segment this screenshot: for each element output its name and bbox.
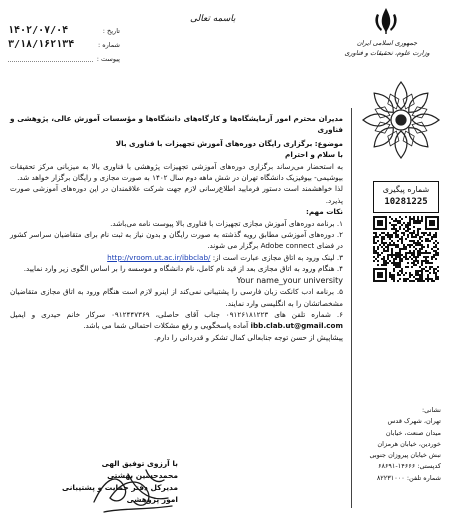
recipient: مدیران محترم امور آزمایشگاه‌ها و کارگاه‌های دانشگاه‌ها و مؤسسات آموزش عالی، پژوهشی و فناوری (10, 114, 343, 135)
address-phone: شماره تلفن: ۸۲۲۳۱۰۰۰ (376, 473, 441, 482)
tracking-label: شماره پیگیری (382, 185, 430, 194)
margin-divider (351, 108, 352, 508)
office-address (355, 405, 441, 484)
signature-greeting: با آرزوی توفیق الهی (101, 459, 178, 468)
paragraph-2: لذا خواهشمند است دستور فرمایید اطلاع‌رسانی لازم جهت شرکت علاقمندان در این دوره‌های آموزشی صورت پذیرد. (10, 184, 343, 205)
note-1: ۱. برنامه دوره‌های آموزش مجازی تجهیزات با فناوری بالا پیوست نامه می‌باشد. (110, 218, 343, 228)
note-4: ۴. هنگام ورود به اتاق مجازی بعد از قید نام کامل، نام دانشگاه و موسسه را بر اساس الگوی زیر وارد نمایید. (23, 264, 343, 274)
date-label: تاریخ : (102, 27, 120, 35)
note-2-platform: Adobe connect (260, 241, 315, 251)
qr-code-icon (373, 216, 439, 282)
address-line-4: نبش خیابان پیروزان جنوبی (369, 451, 441, 460)
subject-line: موضوع: برگزاری رایگان دوره‌های آموزش تجهیزات با فناوری بالا (115, 138, 343, 148)
closing: پیشاپیش از حسن توجه جنابعالی کمال تشکر و قدردانی را دارم. (154, 332, 343, 342)
attachment-blank (8, 52, 93, 62)
virtual-room-link[interactable]: http://vroom.ut.ac.ir/ibbclab/ (107, 252, 211, 262)
tracking-box (373, 181, 439, 213)
letter-body (10, 113, 343, 343)
greeting: با سلام و احترام (285, 150, 343, 160)
number-row (8, 38, 120, 52)
letter-meta (8, 24, 120, 66)
number-label: شماره : (98, 41, 120, 49)
ministry-line-2: وزارت علوم، تحقیقات و فناوری (344, 49, 430, 57)
note-6-text: ۶. شماره تلفن های ۰۹۱۲۶۱۸۱۲۲۳ جناب آقای حاصلی، ۰۹۱۲۴۴۷۳۶۹ سرکار خانم حیدری و ایمیل (10, 309, 343, 319)
ministry-line-1: جمهوری اسلامی ایران (356, 39, 418, 47)
number-value: ۳/۱۸/۱۶۲۱۳۴ (8, 39, 75, 50)
signatory-title: مدیرکل دفتر حمایت و پشتیبانی امور پژوهشی (62, 483, 178, 504)
basmala: باسمه تعالی (190, 14, 236, 24)
contact-email: ibb.clab.ut@gmail.com (250, 321, 343, 331)
address-line-3: خوردین، خیابان هرمزان (377, 439, 441, 448)
note-5: ۵. برنامه ادب کانکت زبان فارسی را پشتیبانی نمی‌کند از اینرو لازم است هنگام ورود به اتاق مجازی متقاضیان مشخصاتشان را به انگلیسی وارد نمایند. (10, 287, 343, 308)
signature-block (58, 458, 178, 506)
signatory-name: محمدحسین بهشتی (107, 471, 178, 480)
paragraph-1: به استحضار می‌رساند برگزاری دوره‌های آموزشی تجهیزات پژوهشی با فناوری بالا به میزبانی مرکز تحقیقات بیوشیمی- بیوفیزیک دانشگاه تهران در شش ماهه دوم سال ۱۴۰۲ به صورت مجازی و رایگان برگزار خواهد شد. (10, 161, 343, 183)
address-line-2: میدان صنعت، خیابان (385, 428, 441, 437)
note-2-text-end: برگزار می شوند. (207, 241, 259, 251)
notes-title: نکات مهم: (305, 207, 343, 217)
note-6 (10, 309, 343, 332)
note-3-text: ۳. لینک ورود به اتاق مجازی عبارت است از: (212, 252, 343, 262)
address-postal-code: کدپستی: ۱۴۶۶۶-۶۸۶۹۱ (377, 462, 441, 471)
tracking-number: 10281225 (384, 197, 428, 207)
iran-emblem-icon (369, 6, 403, 36)
address-line-1: تهران، شهرک قدس (387, 417, 441, 426)
attachment-label: پیوست : (96, 55, 120, 63)
attachment-row (8, 52, 120, 66)
ministry-heading (337, 38, 437, 58)
note-2-text: ۲. دوره‌های آموزشی مطابق رویه گذشته به صورت رایگان و بدون نیاز به ثبت نام برای متقاضیان سراسر کشور در فضای (10, 230, 343, 251)
note-6-text-end: آماده پاسخگویی و رفع مشکلات احتمالی شما می باشد. (83, 321, 249, 331)
note-2 (10, 229, 343, 252)
date-value: ۱۴۰۲/۰۷/۰۴ (8, 25, 69, 36)
name-pattern: Your name_your university (236, 275, 343, 285)
note-3 (10, 252, 343, 263)
date-row (8, 24, 120, 38)
address-title: نشانی: (421, 406, 441, 414)
rosette-ornament-icon (359, 78, 443, 162)
